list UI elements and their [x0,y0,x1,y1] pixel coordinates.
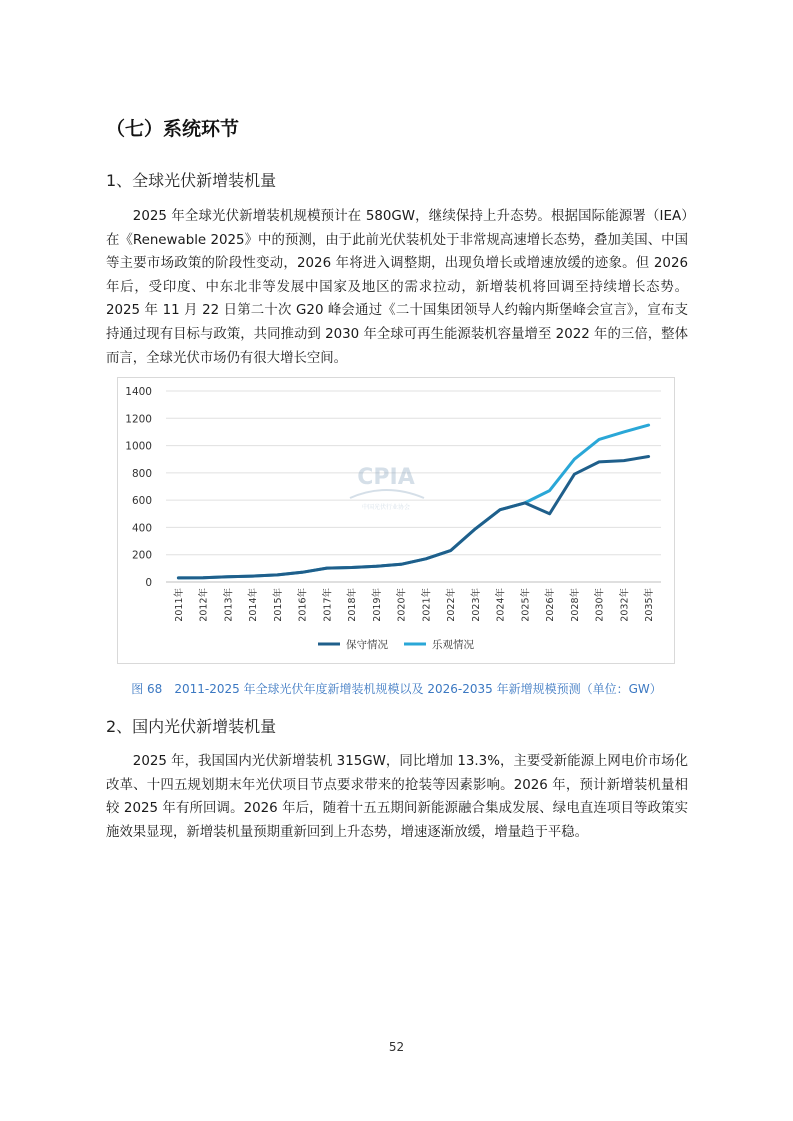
x-axis-labels [173,588,655,622]
x-tick-label-17: 2030年 [594,588,606,622]
paragraph-global [106,205,688,370]
y-tick-label-600: 600 [131,495,152,508]
x-tick-label-13: 2024年 [495,588,507,622]
figure-caption: 图 68 2011-2025 年全球光伏年度新增装机规模以及 2026-2035 年新增规模预测（单位：GW） [131,682,662,696]
watermark-subtext: 中国光伏行业协会 [361,504,411,511]
page-number: 52 [388,1040,405,1054]
x-tick-label-14: 2025年 [520,588,532,622]
chart-legend [318,638,474,651]
x-tick-label-2: 2013年 [223,588,235,622]
y-tick-label-1400: 1400 [125,386,152,398]
chart-container [117,377,675,664]
y-tick-label-400: 400 [131,522,152,535]
y-tick-label-0: 0 [145,577,152,589]
x-tick-label-7: 2018年 [347,588,359,622]
paragraph-domestic [106,750,688,844]
subsection-title-global: 1、全球光伏新增装机量 [106,171,277,190]
y-tick-label-1200: 1200 [125,413,152,426]
y-axis-labels [125,386,152,589]
x-tick-label-1: 2012年 [198,588,210,622]
x-tick-label-8: 2019年 [371,588,383,622]
y-tick-label-1000: 1000 [125,440,152,453]
x-tick-label-16: 2028年 [569,588,581,622]
x-tick-label-19: 2035年 [644,588,656,622]
line-chart [118,378,674,663]
watermark-arc [350,490,424,498]
y-tick-label-800: 800 [131,467,152,480]
x-tick-label-9: 2020年 [396,588,408,622]
paragraph-global-text: 2025 年全球光伏新增装机规模预计在 580GW，继续保持上升态势。根据国际能源署（IEA）在《Renewable 2025》中的预测，由于此前光伏装机处于非常规高速增长态势，叠加美国、中国等主要市场政策的阶段性变动，2026 年将进入调整期，出现负增长或增速放缓的迹象。但 2026 年后，受印度、中东北非等发展中国家及地区的需求拉动，新增装机将回调至持续增长态势。2025 年 11 月 22 日第二十次 G20 峰会通过《二十国集团领导人约翰内斯堡峰会宣言》，宣布支持通过现有目标与政策，共同推动到 2030 年全球可再生能源装机容量增至 2022 年的三倍，整体而言，全球光伏市场仍有很大增长空间。 [106,209,688,366]
cpia-watermark [350,465,424,511]
legend-label-1: 乐观情况 [432,639,474,651]
x-tick-label-18: 2032年 [619,588,631,622]
x-tick-label-5: 2016年 [297,588,309,622]
y-tick-label-200: 200 [131,549,152,562]
watermark-logo-text: CPIA [357,465,415,490]
x-tick-label-10: 2021年 [421,588,433,622]
x-tick-label-11: 2022年 [446,588,458,622]
x-tick-label-12: 2023年 [470,588,482,622]
x-tick-label-4: 2015年 [272,588,284,622]
x-tick-label-6: 2017年 [322,588,334,622]
x-tick-label-3: 2014年 [248,588,260,622]
legend-label-0: 保守情况 [346,639,388,651]
paragraph-domestic-text: 2025 年，我国国内光伏新增装机 315GW，同比增加 13.3%，主要受新能源上网电价市场化改革、十四五规划期末年光伏项目节点要求带来的抢装等因素影响。2026 年，预计新增装机量相较 2025 年有所回调。2026 年后，随着十五五期间新能源融合集成发展、绿电直连项目等政策实施效果显现，新增装机量预期重新回到上升态势，增速逐渐放缓，增量趋于平稳。 [106,754,688,840]
x-tick-label-15: 2026年 [545,588,557,622]
section-title: （七）系统环节 [106,118,240,140]
subsection-title-domestic: 2、国内光伏新增装机量 [106,717,277,736]
x-tick-label-0: 2011年 [173,588,185,622]
